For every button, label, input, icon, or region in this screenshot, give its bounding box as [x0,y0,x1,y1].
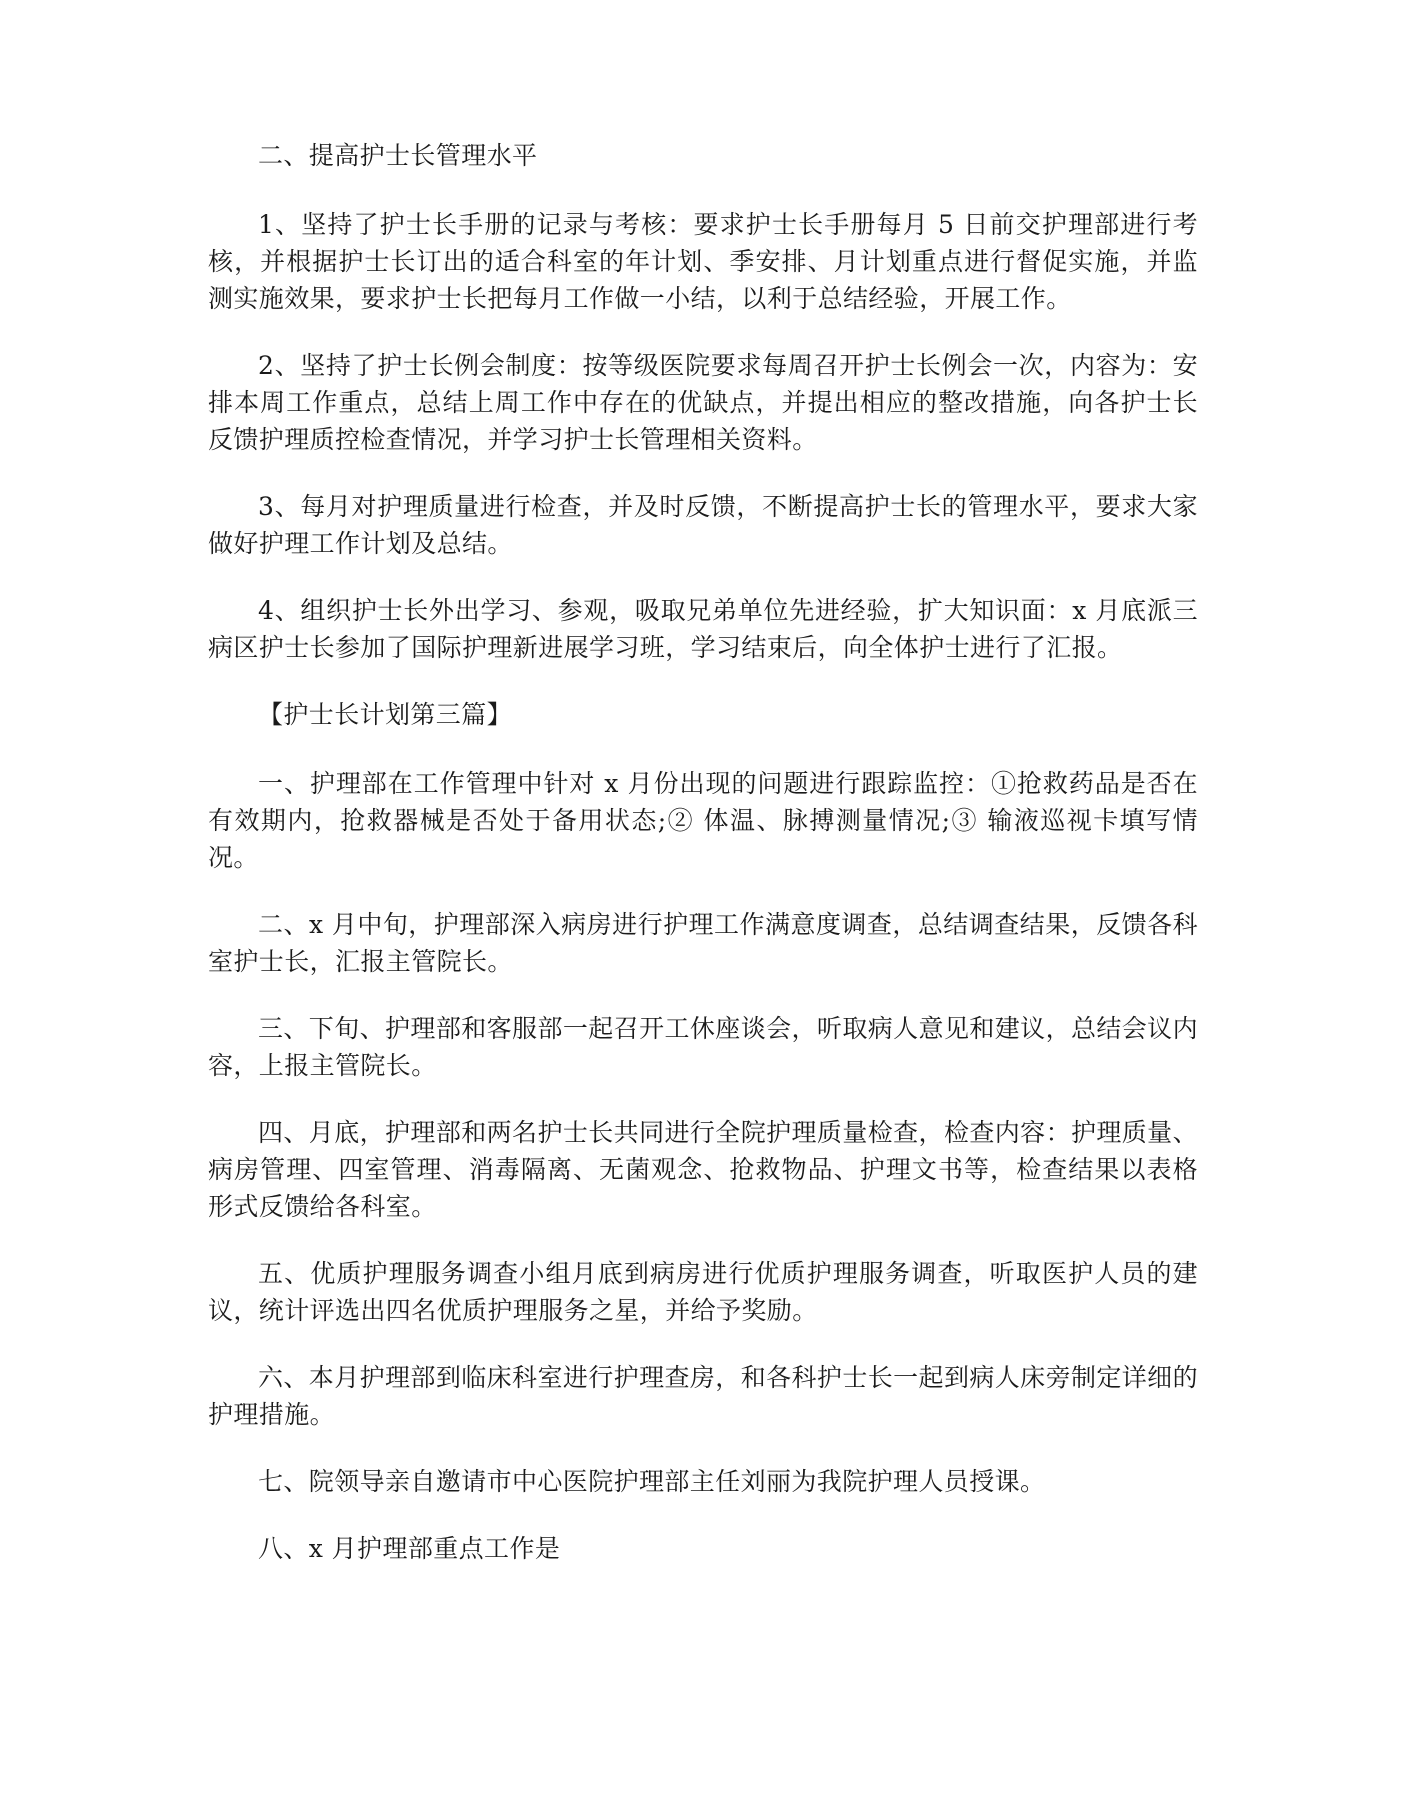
paragraph: 1、坚持了护士长手册的记录与考核：要求护士长手册每月 5 日前交护理部进行考核，并根据护士长订出的适合科室的年计划、季安排、月计划重点进行督促实施，并监测实施效果，要求护士长把每月工作做一小结，以利于总结经验，开展工作。 [208,210,1198,313]
paragraph: 六、本月护理部到临床科室进行护理查房，和各科护士长一起到病人床旁制定详细的护理措施。 [208,1363,1198,1429]
paragraph: 四、月底，护理部和两名护士长共同进行全院护理质量检查，检查内容：护理质量、病房管理、四室管理、消毒隔离、无菌观念、抢救物品、护理文书等，检查结果以表格形式反馈给各科室。 [208,1118,1198,1221]
paragraph: 二、x 月中旬，护理部深入病房进行护理工作满意度调查，总结调查结果，反馈各科室护士长，汇报主管院长。 [208,910,1198,976]
paragraph: 2、坚持了护士长例会制度：按等级医院要求每周召开护士长例会一次，内容为：安排本周工作重点，总结上周工作中存在的优缺点，并提出相应的整改措施，向各护士长反馈护理质控检查情况，并学习护士长管理相关资料。 [208,351,1198,454]
paragraph: 五、优质护理服务调查小组月底到病房进行优质护理服务调查，听取医护人员的建议，统计评选出四名优质护理服务之星，并给予奖励。 [208,1259,1198,1325]
section-heading: 二、提高护士长管理水平 [258,141,538,170]
document-body [208,137,1198,1597]
paragraph: 3、每月对护理质量进行检查，并及时反馈，不断提高护士长的管理水平，要求大家做好护理工作计划及总结。 [208,492,1198,558]
paragraph: 一、护理部在工作管理中针对 x 月份出现的问题进行跟踪监控：①抢救药品是否在有效期内，抢救器械是否处于备用状态;② 体温、脉搏测量情况;③ 输液巡视卡填写情况。 [208,769,1198,872]
section-heading: 【护士长计划第三篇】 [258,700,513,729]
paragraph: 八、x 月护理部重点工作是 [258,1534,561,1563]
paragraph: 4、组织护士长外出学习、参观，吸取兄弟单位先进经验，扩大知识面：x 月底派三病区护士长参加了国际护理新进展学习班，学习结束后，向全体护士进行了汇报。 [208,596,1198,662]
paragraph: 七、院领导亲自邀请市中心医院护理部主任刘丽为我院护理人员授课。 [258,1467,1046,1496]
paragraph: 三、下旬、护理部和客服部一起召开工休座谈会，听取病人意见和建议，总结会议内容，上报主管院长。 [208,1014,1198,1080]
